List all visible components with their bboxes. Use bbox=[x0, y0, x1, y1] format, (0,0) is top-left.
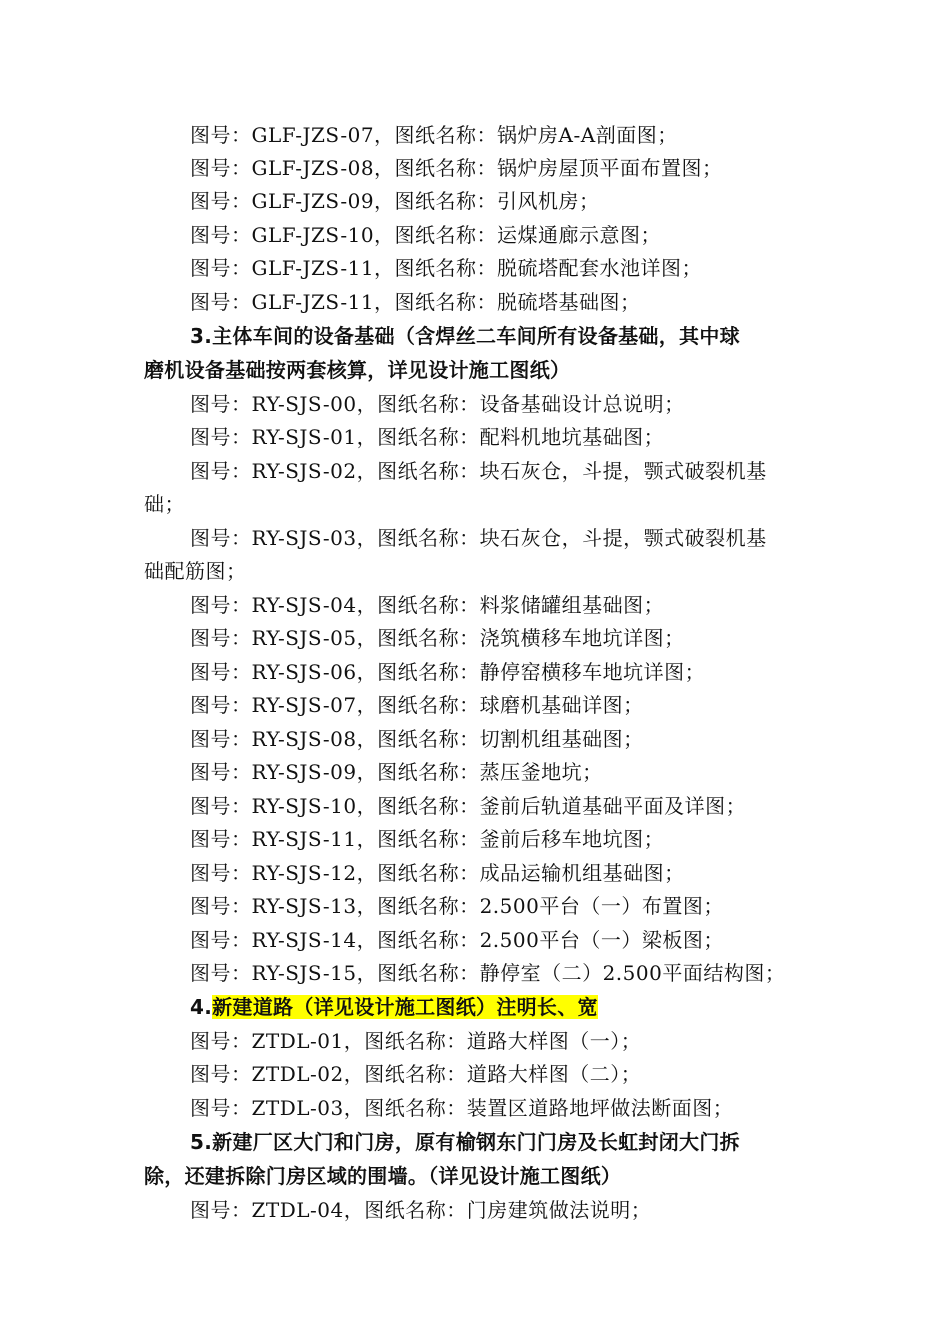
drawing-entry: 图号：RY-SJS-09，图纸名称：蒸压釜地坑； bbox=[190, 760, 603, 784]
drawing-entry: 图号：RY-SJS-07，图纸名称：球磨机基础详图； bbox=[190, 693, 644, 717]
drawing-entry: 图号：RY-SJS-01，图纸名称：配料机地坑基础图； bbox=[190, 425, 665, 449]
section-heading-5: 5.新建厂区大门和门房，原有榆钢东门门房及长虹封闭大门拆 bbox=[190, 1130, 740, 1154]
drawing-entry: 图号：RY-SJS-10，图纸名称：釜前后轨道基础平面及详图； bbox=[190, 794, 747, 818]
drawing-entry: 图号：GLF-JZS-07，图纸名称：锅炉房A-A剖面图； bbox=[190, 123, 678, 147]
drawing-entry: 图号：RY-SJS-14，图纸名称：2.500平台（一）梁板图； bbox=[190, 928, 724, 952]
drawing-entry: 图号：ZTDL-01，图纸名称：道路大样图（一）； bbox=[190, 1029, 642, 1053]
drawing-entry: 图号：GLF-JZS-09，图纸名称：引风机房； bbox=[190, 189, 600, 213]
drawing-entry: 图号：ZTDL-04，图纸名称：门房建筑做法说明； bbox=[190, 1198, 652, 1222]
section-heading-4 bbox=[190, 992, 598, 1022]
drawing-entry: 图号：RY-SJS-06，图纸名称：静停窑横移车地坑详图； bbox=[190, 660, 706, 684]
section-number: 4. bbox=[190, 995, 213, 1019]
drawing-entry: 图号：ZTDL-03，图纸名称：装置区道路地坪做法断面图； bbox=[190, 1096, 734, 1120]
drawing-entry: 图号：GLF-JZS-10，图纸名称：运煤通廊示意图； bbox=[190, 223, 662, 247]
drawing-entry: 图号：GLF-JZS-11，图纸名称：脱硫塔基础图； bbox=[190, 290, 641, 314]
drawing-entry-cont: 础配筋图； bbox=[144, 559, 247, 583]
drawing-entry: 图号：RY-SJS-00，图纸名称：设备基础设计总说明； bbox=[190, 392, 685, 416]
drawing-entry: 图号：RY-SJS-03，图纸名称：块石灰仓，斗提，颚式破裂机基 bbox=[190, 526, 767, 550]
drawing-entry: 图号：GLF-JZS-08，图纸名称：锅炉房屋顶平面布置图； bbox=[190, 156, 723, 180]
section-heading-5-cont: 除，还建拆除门房区域的围墙。（详见设计施工图纸） bbox=[144, 1164, 622, 1188]
highlighted-heading-text: 新建道路（详见设计施工图纸）注明长、宽 bbox=[212, 995, 598, 1019]
drawing-entry: 图号：ZTDL-02，图纸名称：道路大样图（二）； bbox=[190, 1062, 642, 1086]
drawing-entry: 图号：RY-SJS-11，图纸名称：釜前后移车地坑图； bbox=[190, 827, 665, 851]
section-heading-3-cont: 磨机设备基础按两套核算，详见设计施工图纸） bbox=[144, 358, 571, 382]
drawing-entry: 图号：GLF-JZS-11，图纸名称：脱硫塔配套水池详图； bbox=[190, 256, 703, 280]
drawing-entry: 图号：RY-SJS-05，图纸名称：浇筑横移车地坑详图； bbox=[190, 626, 685, 650]
drawing-entry-cont: 础； bbox=[144, 492, 185, 516]
drawing-entry: 图号：RY-SJS-13，图纸名称：2.500平台（一）布置图； bbox=[190, 894, 724, 918]
drawing-entry: 图号：RY-SJS-12，图纸名称：成品运输机组基础图； bbox=[190, 861, 685, 885]
section-heading-3: 3.主体车间的设备基础（含焊丝二车间所有设备基础，其中球 bbox=[190, 324, 740, 348]
drawing-entry: 图号：RY-SJS-04，图纸名称：料浆储罐组基础图； bbox=[190, 593, 665, 617]
drawing-entry: 图号：RY-SJS-15，图纸名称：静停室（二）2.500平面结构图； bbox=[190, 961, 786, 985]
drawing-entry: 图号：RY-SJS-08，图纸名称：切割机组基础图； bbox=[190, 727, 644, 751]
drawing-entry: 图号：RY-SJS-02，图纸名称：块石灰仓，斗提，颚式破裂机基 bbox=[190, 459, 767, 483]
